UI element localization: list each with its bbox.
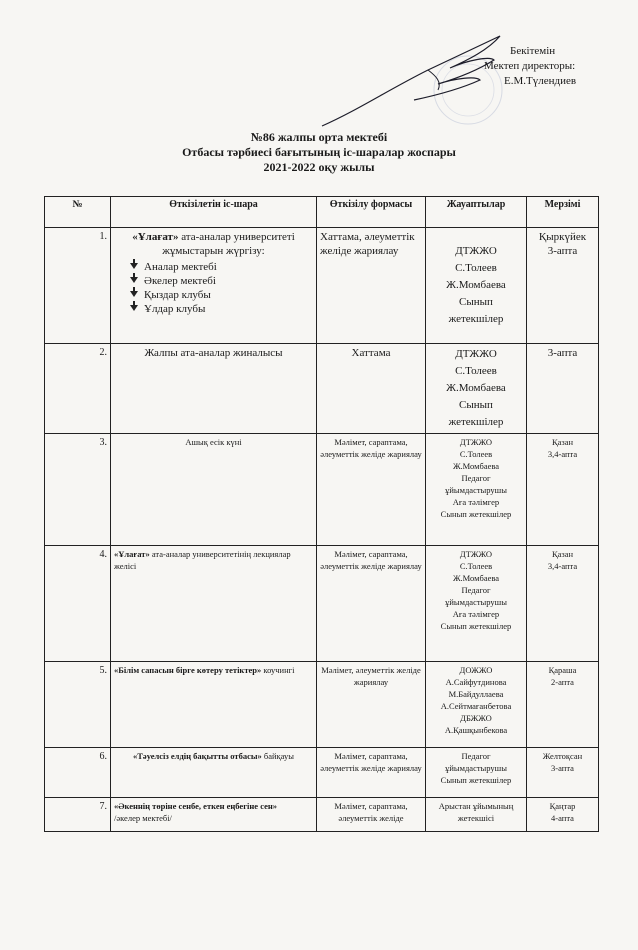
responsible-cell: ДТЖЖО С.Толеев Ж.Момбаева Сынып жетекшілер <box>426 228 527 344</box>
list-item: Аналар мектебі <box>128 260 313 274</box>
term-cell: Қараша 2-апта <box>527 662 599 748</box>
term-cell: Қаңтар 4-апта <box>527 798 599 832</box>
list-item: Әкелер мектебі <box>128 274 313 288</box>
approval-block <box>470 44 620 89</box>
document-heading <box>0 130 638 175</box>
row-number: 2. <box>45 344 111 434</box>
table-row <box>45 344 599 434</box>
term-cell: Қазан 3,4-апта <box>527 546 599 662</box>
responsible-cell: ДТЖЖО С.Толеев Ж.Момбаева Педагог ұйымдастырушы Аға тәлімгер Сынып жетекшілер <box>426 546 527 662</box>
approval-title: Бекітемін <box>510 45 556 57</box>
form-cell: Мәлімет, сараптама, әлеуметтік желіде жариялау <box>317 748 426 798</box>
table-row <box>45 228 599 344</box>
responsible-cell: Педагог ұйымдастырушы Сынып жетекшілер <box>426 748 527 798</box>
header-form: Өткізілу формасы <box>317 197 426 228</box>
events-table <box>44 196 599 832</box>
event-title: ата-аналар университетінің лекциялар желісі <box>114 549 291 571</box>
table-row <box>45 798 599 832</box>
event-title-bold: «Тәуелсіз елдің бақытты отбасы» <box>133 751 262 761</box>
event-title: ата-аналар университеті жұмыстарын жүргізу: <box>162 231 295 257</box>
table-row <box>45 748 599 798</box>
form-cell: Мәлімет, сараптама, әлеуметтік желіде <box>317 798 426 832</box>
approval-position: Мектеп директоры: <box>484 60 576 72</box>
school-name: №86 жалпы орта мектебі <box>250 130 388 144</box>
table-header-row <box>45 197 599 228</box>
event-title-bold: «Әкеннің төріне сенбе, еткен еңбегіне сен» <box>114 801 278 811</box>
row-number: 7. <box>45 798 111 832</box>
header-responsible: Жауаптылар <box>426 197 527 228</box>
event-cell <box>111 546 317 662</box>
plan-title: Отбасы тәрбиесі бағытының іс-шаралар жоспары <box>182 145 456 159</box>
list-item: Қыздар клубы <box>128 288 313 302</box>
form-cell: Мәлімет, әлеуметтік желіде жариялау <box>317 662 426 748</box>
table-row <box>45 434 599 546</box>
table-row <box>45 662 599 748</box>
event-cell <box>111 228 317 344</box>
form-cell: Мәлімет, сараптама, әлеуметтік желіде жариялау <box>317 546 426 662</box>
term-cell: Қыркүйек 3-апта <box>527 228 599 344</box>
responsible-cell: ДТЖЖО С.Толеев Ж.Момбаева Педагог ұйымдастырушы Аға тәлімгер Сынып жетекшілер <box>426 434 527 546</box>
event-title: коучингі <box>261 665 295 675</box>
term-cell: Қазан 3,4-апта <box>527 434 599 546</box>
event-title: /әкелер мектебі/ <box>114 813 172 823</box>
event-cell <box>111 748 317 798</box>
list-item: Ұлдар клубы <box>128 302 313 316</box>
event-cell: Жалпы ата-аналар жиналысы <box>111 344 317 434</box>
responsible-cell: ДТЖЖО С.Толеев Ж.Момбаева Сынып жетекшілер <box>426 344 527 434</box>
table-row <box>45 546 599 662</box>
event-title-bold: «Ұлағат» <box>114 549 150 559</box>
term-cell: Желтоқсан 3-апта <box>527 748 599 798</box>
form-cell: Хаттама <box>317 344 426 434</box>
responsible-cell: ДОЖЖО А.Сайфутдинова М.Байдуллаева А.Сейтмағанбетова ДБЖЖО А.Қашқынбекова <box>426 662 527 748</box>
row-number: 6. <box>45 748 111 798</box>
sub-list <box>128 260 313 316</box>
academic-year: 2021-2022 оқу жылы <box>263 160 375 174</box>
event-cell <box>111 662 317 748</box>
header-event: Өткізілетін іс-шара <box>111 197 317 228</box>
form-cell: Хаттама, әлеуметтік желіде жариялау <box>317 228 426 344</box>
approval-name: Е.М.Түлендиев <box>504 75 577 87</box>
row-number: 3. <box>45 434 111 546</box>
event-title: байқауы <box>261 751 294 761</box>
row-number: 1. <box>45 228 111 344</box>
event-cell <box>111 798 317 832</box>
row-number: 4. <box>45 546 111 662</box>
row-number: 5. <box>45 662 111 748</box>
responsible-cell: Арыстан ұйымының жетекшісі <box>426 798 527 832</box>
header-term: Мерзімі <box>527 197 599 228</box>
event-title-bold: «Ұлағат» <box>132 231 179 243</box>
event-cell: Ашық есік күні <box>111 434 317 546</box>
form-cell: Мәлімет, сараптама, әлеуметтік желіде жариялау <box>317 434 426 546</box>
header-num: № <box>45 197 111 228</box>
term-cell: 3-апта <box>527 344 599 434</box>
event-title-bold: «Білім сапасын бірге көтеру тетіктер» <box>114 665 262 675</box>
